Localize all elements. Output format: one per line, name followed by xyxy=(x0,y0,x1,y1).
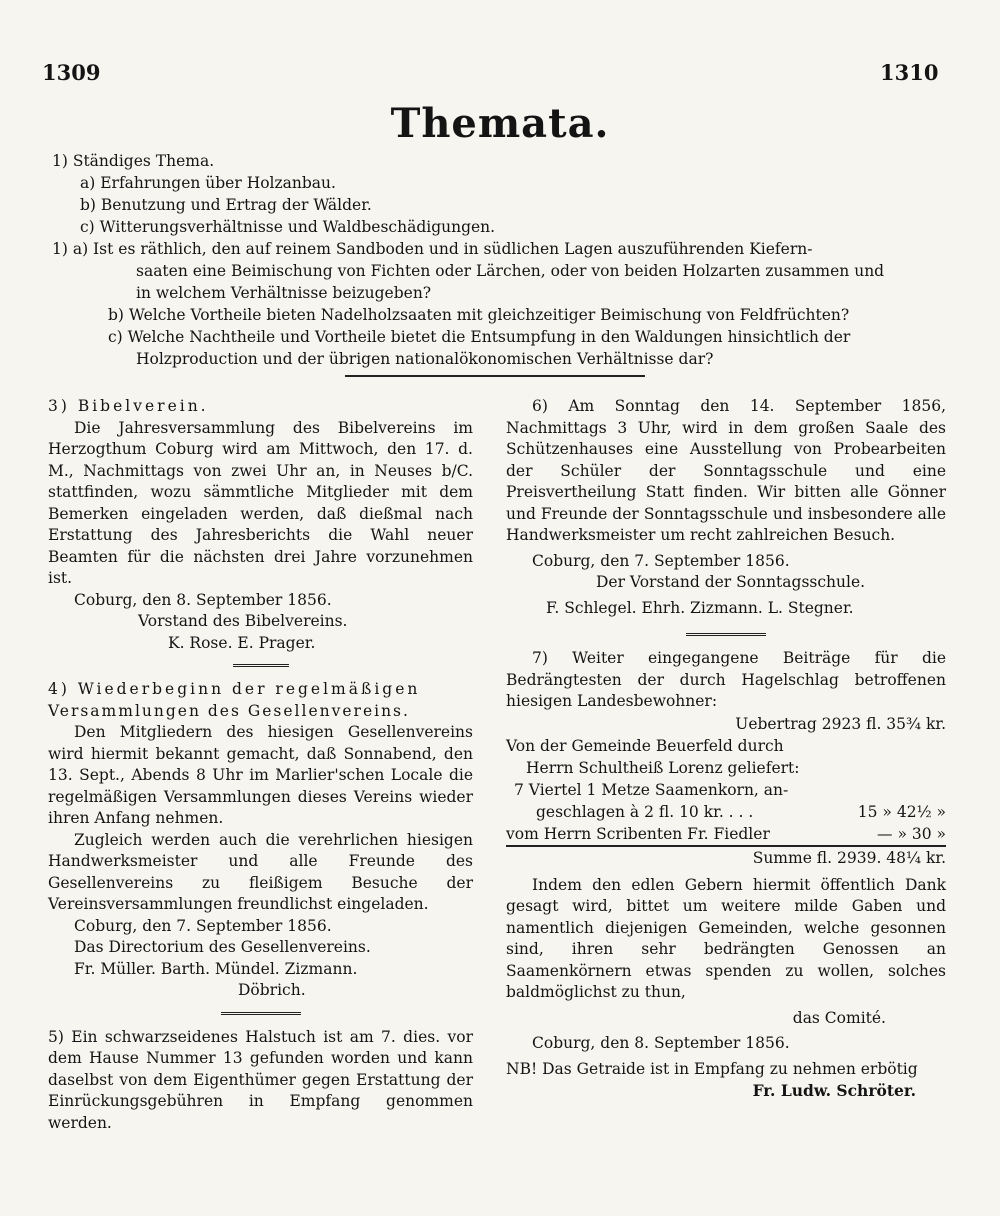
notice-4-board: Das Directorium des Gesellenvereins. xyxy=(74,938,371,956)
section-divider xyxy=(345,375,645,377)
notice-4-body-2: Zugleich werden auch die verehrlichen hiesigen Handwerksmeister und alle Freunde des Gesellenvereins zu fleißigem Besuche der Vereinsversammlungen freundlichst eingeladen. xyxy=(48,830,473,913)
theme-2-item-a-line-3: in welchem Verhältnisse beizugeben? xyxy=(136,284,432,302)
notice-nb-signature: Fr. Ludw. Schröter. xyxy=(752,1081,916,1100)
theme-1-item-b: b) Benutzung und Ertrag der Wälder. xyxy=(80,196,372,214)
notice-7-committee: das Comité. xyxy=(792,1008,886,1027)
notice-7-thanks: Indem den edlen Gebern hiermit öffentlich Dank gesagt wird, bittet um weitere milde Gaben und namentlich diejenigen Gemeinden, welche gesonnen sind, ihren sehr bedrängten Genossen an Saamenkörnern etwas spenden zu wollen, solches baldmöglichst zu thun, xyxy=(506,875,946,1001)
notice-3-signatures: K. Rose. E. Prager. xyxy=(168,633,316,652)
ledger-row xyxy=(506,713,946,735)
ledger-row1-line-2: Herrn Schultheiß Lorenz geliefert: xyxy=(526,758,800,777)
ledger-carry-label: Uebertrag xyxy=(735,714,817,733)
ledger-row xyxy=(506,779,946,801)
notice-6-date: Coburg, den 7. September 1856. xyxy=(532,551,790,570)
notice-4-signatures-2: Döbrich. xyxy=(238,981,306,999)
ledger-row2-label: vom Herrn Scribenten Fr. Fiedler xyxy=(506,824,770,843)
ledger-row1-value: 15 » 42½ » xyxy=(857,802,946,821)
theme-2-item-a-line-1: 1) a) Ist es räthlich, den auf reinem Sandboden und in südlichen Lagen auszuführenden Kiefern- xyxy=(52,240,813,258)
notice-6-body: 6) Am Sonntag den 14. September 1856, Nachmittags 3 Uhr, wird in dem großen Saale des Schützenhauses eine Ausstellung von Probearbeiten der Schüler der Sonntagsschule und eine Preisvertheilung Statt finden. Wir bitten alle Gönner und Freunde der Sonntagsschule und insbesondere alle Handwerksmeister um recht zahlreichen Besuch. xyxy=(506,397,946,544)
notice-4-heading-line-1: 4) Wiederbeginn der regelmäßigen xyxy=(48,680,421,698)
ledger-row xyxy=(506,801,946,823)
theme-2-item-b: b) Welche Vortheile bieten Nadelholzsaaten mit gleichzeitiger Beimischung von Feldfrüchten? xyxy=(108,306,850,324)
notice-5-body: 5) Ein schwarzseidenes Halstuch ist am 7. dies. vor dem Hause Nummer 13 gefunden worden und kann daselbst von dem Eigenthümer gegen Erstattung der Einrückungsgebühren in Empfang genommen werden. xyxy=(48,1027,473,1132)
ledger-row xyxy=(506,757,946,779)
ledger-row xyxy=(506,735,946,757)
notice-6-board: Der Vorstand der Sonntagsschule. xyxy=(596,573,866,591)
notice-4-heading-line-2: Versammlungen des Gesellenvereins. xyxy=(48,701,410,720)
ledger-row xyxy=(506,823,946,846)
notice-7-body: 7) Weiter eingegangene Beiträge für die Bedrängtesten der durch Hagelschlag betroffenen hiesigen Landesbewohner: xyxy=(506,649,946,710)
right-column xyxy=(506,396,946,1102)
separator xyxy=(686,633,766,636)
notice-3-board: Vorstand des Bibelvereins. xyxy=(138,612,348,630)
notice-6-signatures: F. Schlegel. Ehrh. Zizmann. L. Stegner. xyxy=(546,598,854,617)
notice-3-date: Coburg, den 8. September 1856. xyxy=(74,590,332,609)
notice-3-body: Die Jahresversammlung des Bibelvereins im Herzogthum Coburg wird am Mittwoch, den 17. d. M., Nachmittags von zwei Uhr an, in Neuses b/C. stattfinden, wozu sämmtliche Mitglieder mit dem Bemerken eingeladen werden, daß dießmal nach Erstattung des Jahresberichts die Wahl neuer Beamten für die nächsten drei Jahre vorzunehmen ist. xyxy=(48,418,473,587)
separator xyxy=(221,1012,301,1015)
theme-2-item-c-line-1: c) Welche Nachtheile und Vortheile bietet die Entsumpfung in den Waldungen hinsichtlich der xyxy=(108,328,851,346)
theme-1-heading: 1) Ständiges Thema. xyxy=(52,152,215,170)
ledger-row1-line-1: Von der Gemeinde Beuerfeld durch xyxy=(506,736,784,755)
notice-3-heading: 3) Bibelverein. xyxy=(48,397,209,415)
notice-4-date: Coburg, den 7. September 1856. xyxy=(74,916,332,935)
theme-2-item-a-line-2: saaten eine Beimischung von Fichten oder Lärchen, oder von beiden Holzarten zusammen und xyxy=(136,262,885,280)
notice-nb-text: NB! Das Getraide ist in Empfang zu nehmen erbötig xyxy=(506,1059,918,1078)
ledger-sum-value: Summe fl. 2939. 48¼ kr. xyxy=(506,846,946,869)
ledger-sum-row xyxy=(506,846,946,869)
contributions-ledger xyxy=(506,713,946,869)
notice-4-signatures: Fr. Müller. Barth. Mündel. Zizmann. xyxy=(74,959,358,978)
page-title: Themata. xyxy=(390,100,610,147)
themes-section xyxy=(52,150,942,370)
page-number-right: 1310 xyxy=(880,60,939,85)
theme-1-item-c: c) Witterungsverhältnisse und Waldbeschädigungen. xyxy=(80,218,496,236)
separator xyxy=(233,664,289,667)
notice-4-body-1: Den Mitgliedern des hiesigen Gesellenvereins wird hiermit bekannt gemacht, daß Sonnabend, den 13. Sept., Abends 8 Uhr im Marlier'schen Locale die regelmäßigen Versammlungen dieses Vereins wieder ihren Anfang nehmen. xyxy=(48,723,473,827)
ledger-carry-value: 2923 fl. 35¾ kr. xyxy=(821,714,946,733)
left-column xyxy=(48,396,473,1134)
ledger-row1-line-4: geschlagen à 2 fl. 10 kr. . . . xyxy=(536,802,754,821)
theme-1-item-a: a) Erfahrungen über Holzanbau. xyxy=(80,174,336,192)
page-number-left: 1309 xyxy=(42,60,101,85)
ledger-row2-value: — » 30 » xyxy=(877,824,946,843)
notice-7-date: Coburg, den 8. September 1856. xyxy=(532,1034,790,1052)
ledger-row1-line-3: 7 Viertel 1 Metze Saamenkorn, an- xyxy=(514,780,789,799)
theme-2-item-c-line-2: Holzproduction und der übrigen nationalökonomischen Verhältnisse dar? xyxy=(136,350,714,368)
